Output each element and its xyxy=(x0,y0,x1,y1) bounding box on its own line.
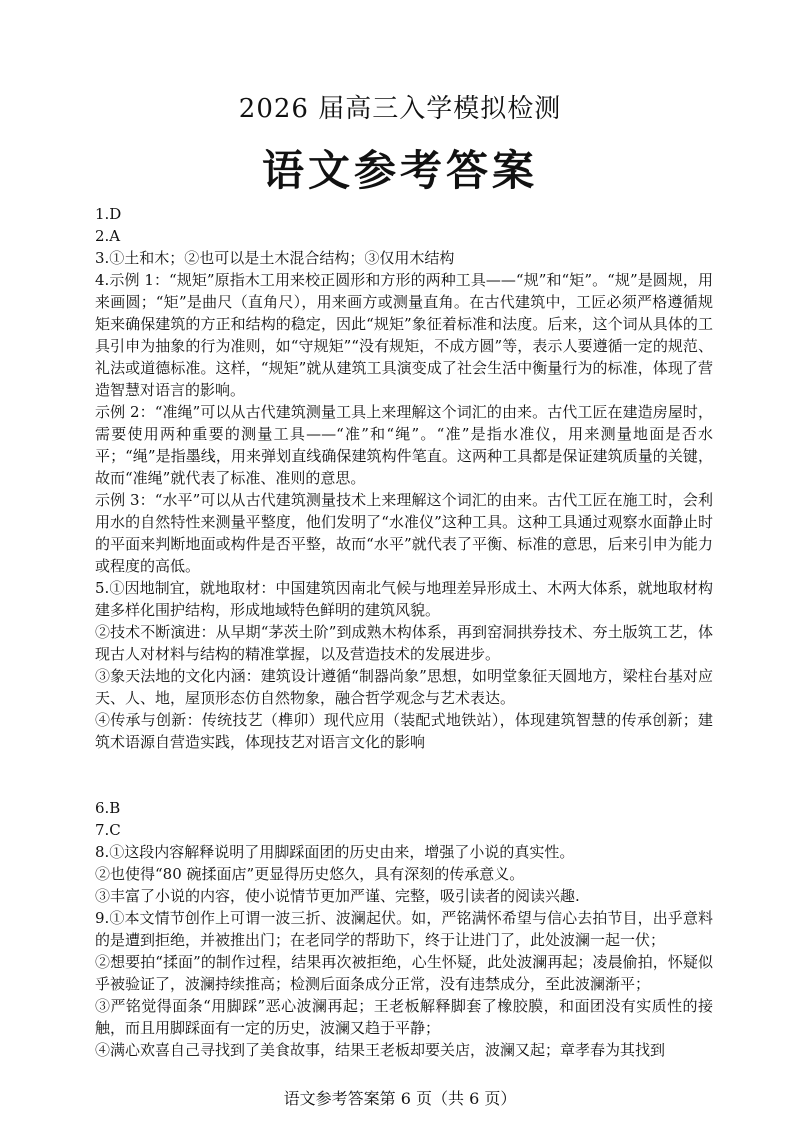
answer-4-example-1: 4.示例 1：“规矩”原指木工用来校正圆形和方形的两种工具——“规”和“矩”。“规”是圆规，用来画圆；“矩”是曲尺（直角尺），用来画方或测量直角。在古代建筑中，工匠必须严格遵循规矩来确保建筑的方正和结构的稳定，因此“规矩”象征着标准和法度。后来，这个词从具体的工具引申为抽象的行为准则，如“守规矩”“没有规矩，不成方圆”等，表示人要遵循一定的规范、礼法或道德标准。这样，“规矩”就从建筑工具演变成了社会生活中衡量行为的标准，体现了营造智慧对语言的影响。 xyxy=(95,271,713,399)
answer-3: 3.①土和木；②也可以是土木混合结构；③仅用木结构 xyxy=(95,249,455,267)
answer-9-point-4: ④满心欢喜自己寻找到了美食故事，结果王老板却要关店，波澜又起；章孝春为其找到 xyxy=(95,1041,666,1059)
answer-6: 6.B xyxy=(95,799,121,817)
answer-5-point-4: ④传承与创新：传统技艺（榫卯）现代应用（装配式地铁站），体现建筑智慧的传承创新；建筑术语源自营造实践，体现技艺对语言文化的影响 xyxy=(95,711,713,751)
answer-7: 7.C xyxy=(95,821,121,839)
answer-content xyxy=(95,203,713,1061)
answer-8-point-3: ③丰富了小说的内容，使小说情节更加严谨、完整，吸引读者的阅读兴趣. xyxy=(95,887,580,905)
answer-key-title: 语文参考答案 xyxy=(261,146,538,195)
answer-4-example-2: 示例 2：“准绳”可以从古代建筑测量工具上来理解这个词汇的由来。古代工匠在建造房屋时，需要使用两种重要的测量工具——“准”和“绳”。“准”是指水准仪，用来测量地面是否水平；“绳”是指墨线，用来弹划直线确保建筑构件笔直。这两种工具都是保证建筑质量的关键，故而“准绳”就代表了标准、准则的意思。 xyxy=(95,403,713,487)
answer-9-point-2: ②想要拍“揉面”的制作过程，结果再次被拒绝，心生怀疑，此处波澜再起；凌晨偷拍，怀疑似乎被验证了，波澜持续推高；检测后面条成分正常，没有违禁成分，至此波澜渐平； xyxy=(95,953,713,993)
answer-9-point-3: ③严铭觉得面条“用脚踩”恶心波澜再起；王老板解释脚套了橡胶膜，和面团没有实质性的接触，而且用脚踩面有一定的历史，波澜又趋于平静； xyxy=(95,997,713,1037)
exam-title: 2026 届高三入学模拟检测 xyxy=(238,94,562,124)
answer-5-point-2: ②技术不断演进：从早期“茅茨土阶”到成熟木构体系，再到窑洞拱券技术、夯土版筑工艺，体现古人对材料与结构的精准掌握，以及营造技术的发展进步。 xyxy=(95,623,713,663)
answer-8-point-1: 8.①这段内容解释说明了用脚踩面团的历史由来，增强了小说的真实性。 xyxy=(95,843,575,861)
answer-5-point-3: ③象天法地的文化内涵：建筑设计遵循“制器尚象”思想，如明堂象征天圆地方，梁柱台基对应天、人、地，屋顶形态仿自然物象，融合哲学观念与艺术表达。 xyxy=(95,667,713,707)
answer-4-example-3: 示例 3：“水平”可以从古代建筑测量技术上来理解这个词汇的由来。古代工匠在施工时，会利用水的自然特性来测量平整度，他们发明了“水准仪”这种工具。这种工具通过观察水面静止时的平面来判断地面或构件是否平整，故而“水平”就代表了平衡、标准的意思，后来引申为能力或程度的高低。 xyxy=(95,491,713,575)
answer-8-point-2: ②也使得“80 碗揉面店”更显得历史悠久，具有深刻的传承意义。 xyxy=(95,865,525,883)
answer-2: 2.A xyxy=(95,227,121,245)
section-gap xyxy=(95,753,713,797)
answer-9-point-1: 9.①本文情节创作上可谓一波三折、波澜起伏。如，严铭满怀希望与信心去拍节目，出乎意料的是遭到拒绝，并被推出门；在老同学的帮助下，终于让进门了，此处波澜一起一伏； xyxy=(95,909,713,949)
answer-5-point-1: 5.①因地制宜，就地取材：中国建筑因南北气候与地理差异形成土、木两大体系，就地取材构建多样化围护结构，形成地域特色鲜明的建筑风貌。 xyxy=(95,579,713,619)
page-footer: 语文参考答案第 6 页（共 6 页） xyxy=(283,1089,517,1108)
answer-1: 1.D xyxy=(95,205,122,223)
